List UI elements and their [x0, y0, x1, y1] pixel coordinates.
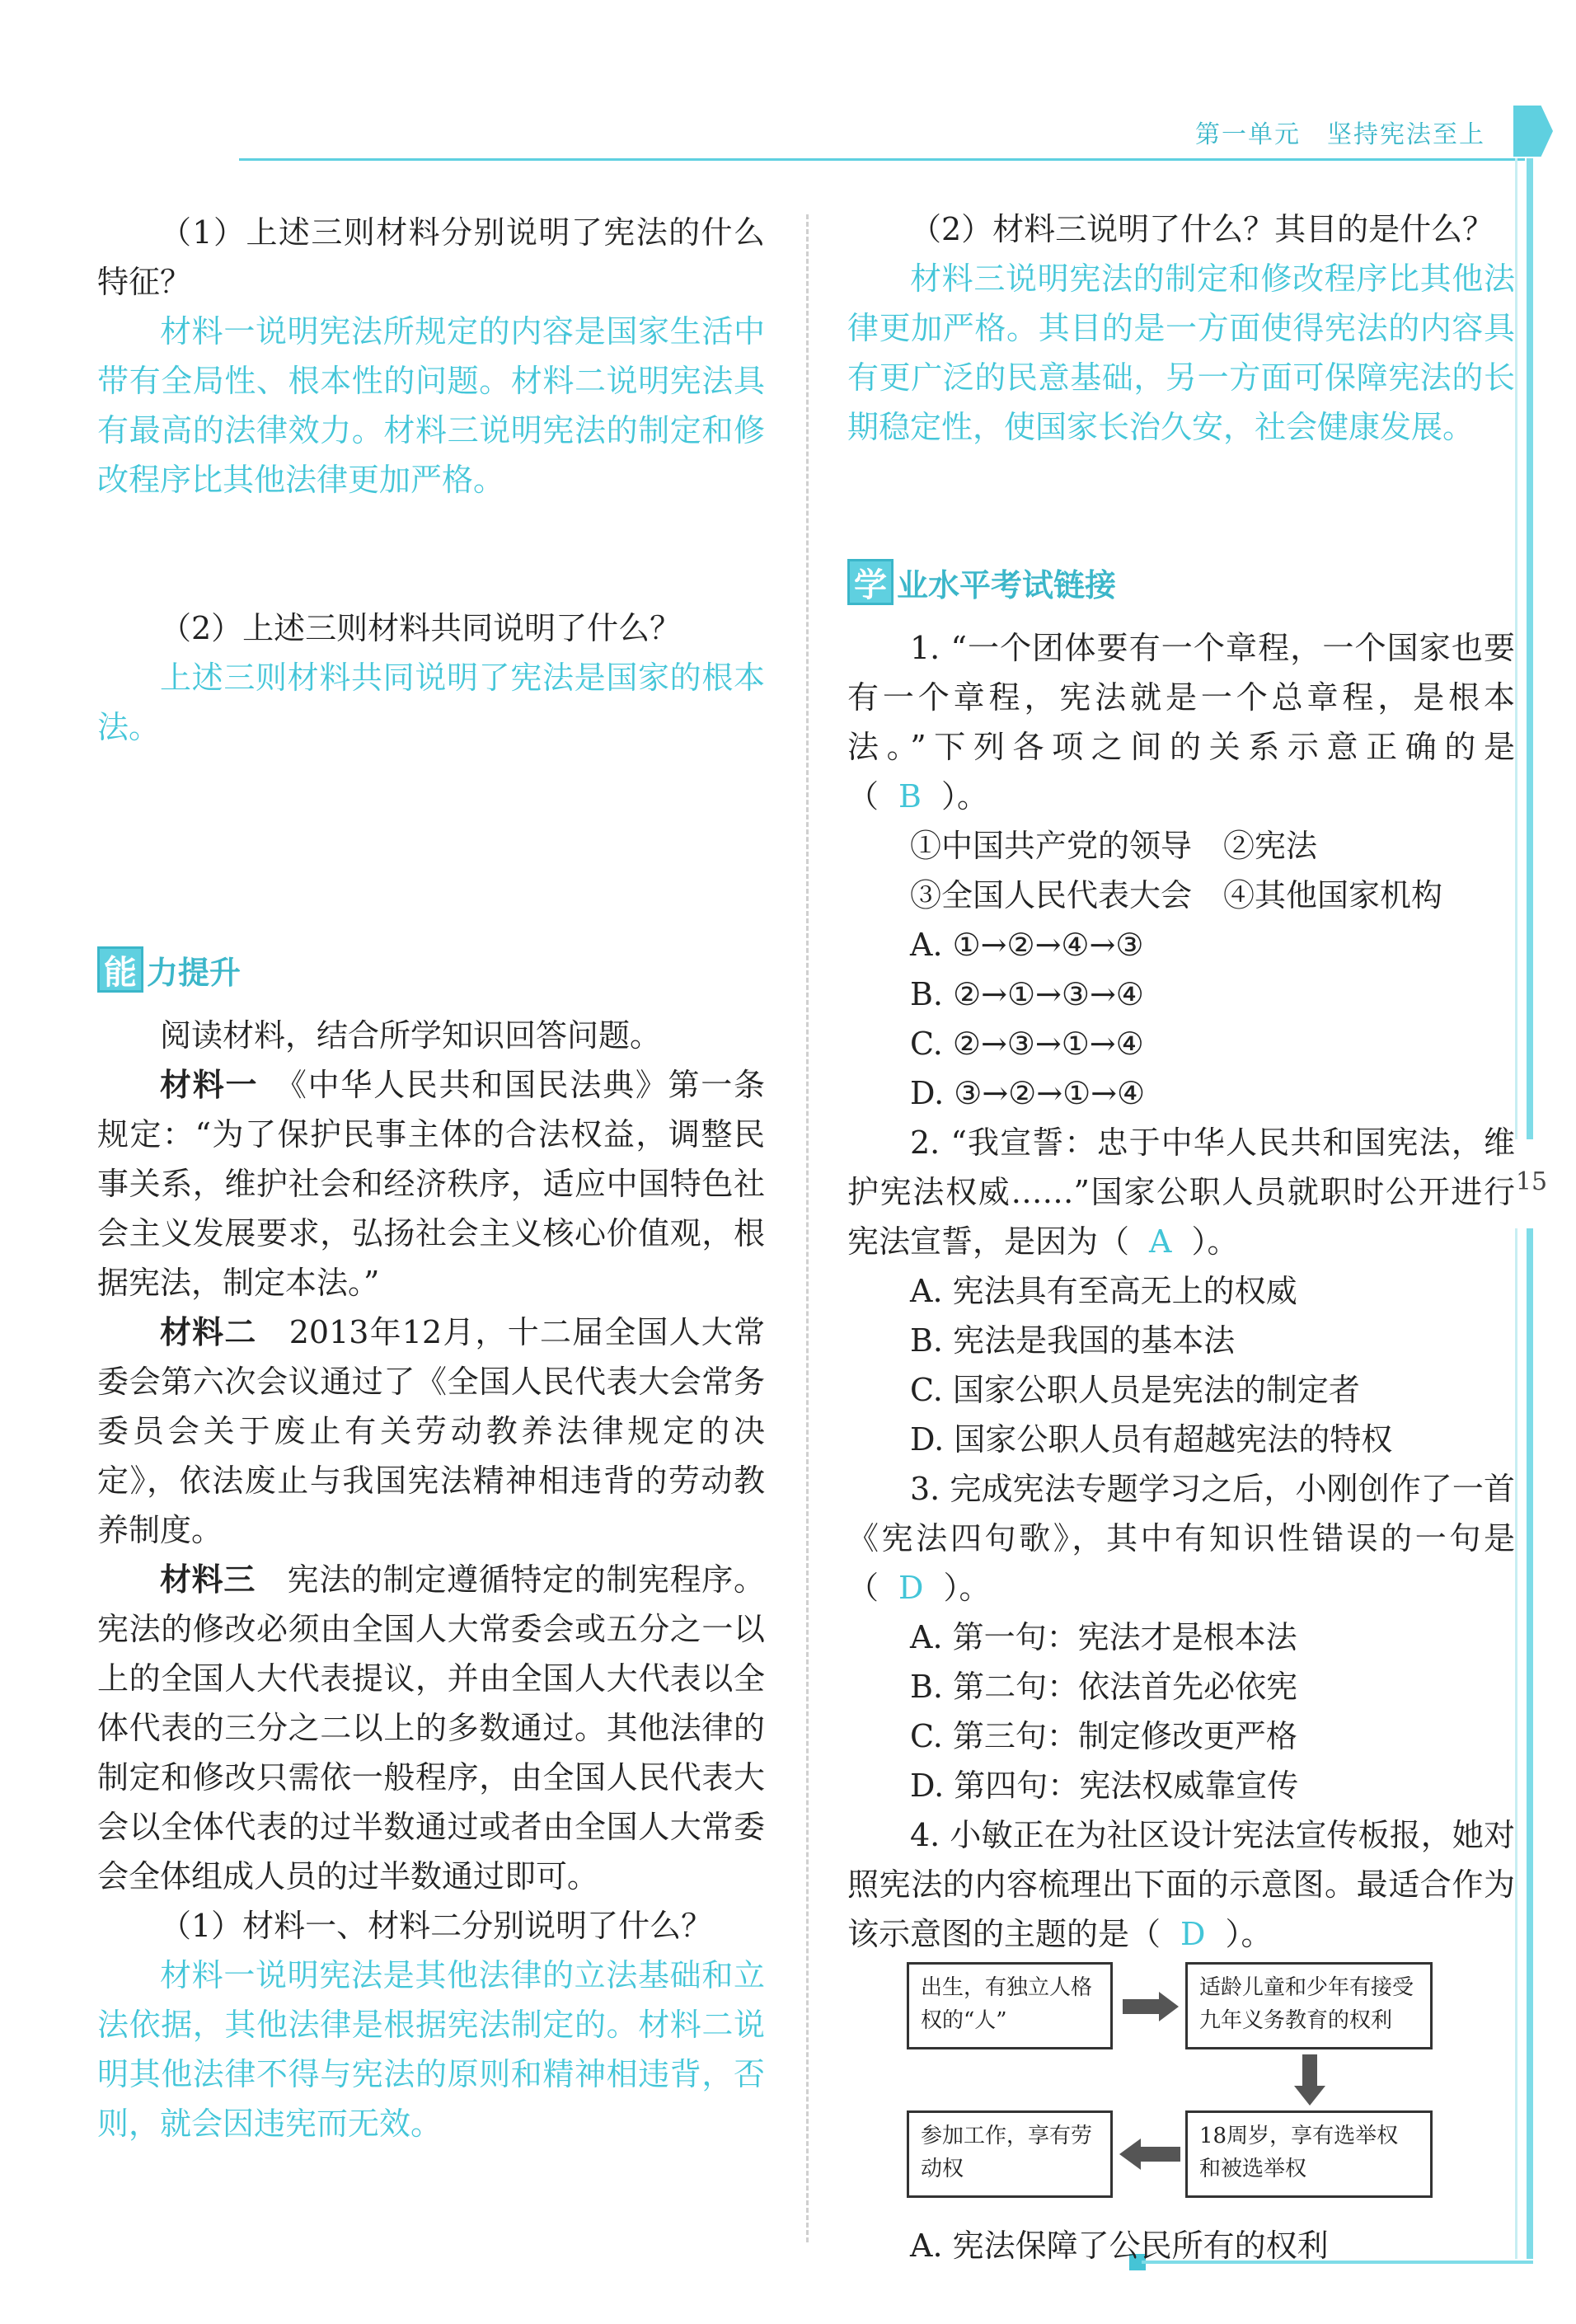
question-label: （1）材料一、材料二分别说明了什么？	[160, 1908, 713, 1944]
exam-questions	[847, 623, 1515, 1959]
question-stem-end: ）。	[943, 1570, 991, 1606]
header-rule	[239, 158, 1525, 161]
material-label: 材料三	[160, 1561, 256, 1598]
diagram-box-election: 18周岁，享有选举权和被选举权	[1185, 2110, 1433, 2198]
answer-letter: B	[898, 778, 922, 815]
answer-text: 上述三则材料共同说明了宪法是国家的根本法。	[97, 660, 765, 745]
option-a: A. ①→②→④→③	[910, 927, 1144, 963]
question-stem-end: ）。	[1191, 1223, 1239, 1260]
page-number: 15	[1515, 1167, 1548, 1196]
header-tab-decoration	[1513, 106, 1553, 157]
question-1-items-line: ①中国共产党的领导 ②宪法	[910, 828, 1318, 864]
option-d: D. 第四句：宪法权威靠宣传	[910, 1768, 1299, 1804]
diagram-arrows	[907, 1962, 1467, 2209]
answer-text: 材料三说明宪法的制定和修改程序比其他法律更加严格。其目的是一方面使得宪法的内容具有更广泛的民意基础，另一方面可保障宪法的长期稳定性，使国家长治久安，社会健康发展。	[847, 261, 1515, 445]
question-stem: 3. 完成宪法专题学习之后，小刚创作了一首《宪法四句歌》，其中有知识性错误的一句是（	[847, 1471, 1515, 1606]
answer-text: 材料一说明宪法所规定的内容是国家生活中带有全局性、根本性的问题。材料二说明宪法具有最高的法律效力。材料三说明宪法的制定和修改程序比其他法律更加严格。	[97, 313, 765, 498]
option-d: D. 国家公职人员有超越宪法的特权	[910, 1421, 1393, 1458]
material-text: 《中华人民共和国民法典》第一条规定：“为了保护民事主体的合法权益，调整民事关系，维护社会和经济秩序，适应中国特色社会主义发展要求，弘扬社会主义核心价值观，根据宪法，制定本法。”	[97, 1067, 765, 1301]
arrow-down-icon	[1294, 2054, 1325, 2106]
question-1-items-line: ③全国人民代表大会 ④其他国家机构	[910, 877, 1443, 913]
answer-text: 材料一说明宪法是其他法律的立法基础和立法依据，其他法律是根据宪法制定的。材料二说明其他法律不得与宪法的原则和精神相违背，否则，就会因违宪而无效。	[97, 1957, 765, 2142]
column-divider	[806, 214, 809, 2242]
right-edge-bar	[1515, 1228, 1517, 2259]
material-label: 材料一	[160, 1067, 259, 1103]
option-a: A. 宪法保障了公民所有的权利	[910, 2228, 1329, 2264]
arrow-right-icon	[1123, 1992, 1179, 2021]
answer-letter: D	[1180, 1916, 1206, 1952]
right-edge-bar	[1515, 158, 1517, 1139]
question-4-option-a-block	[847, 2221, 1515, 2270]
material-three	[97, 1555, 765, 1901]
left-question-block-1	[97, 208, 765, 505]
material-label: 材料二	[160, 1314, 257, 1350]
question-stem-end: ）。	[940, 778, 988, 815]
diagram-box-labor: 参加工作，享有劳动权	[907, 2110, 1113, 2198]
left-question-block-2	[97, 603, 765, 752]
answer-letter: A	[1149, 1223, 1172, 1260]
question-label: （2）材料三说明了什么？其目的是什么？	[910, 211, 1494, 247]
right-edge-bar	[1527, 1228, 1533, 2259]
arrow-left-icon	[1119, 2139, 1180, 2170]
option-c: C. 第三句：制定修改更严格	[910, 1718, 1297, 1754]
option-b: B. ②→①→③→④	[910, 976, 1144, 1012]
right-question-block	[847, 204, 1515, 452]
diagram-box-birth: 出生，有独立人格权的“人”	[907, 1962, 1113, 2049]
materials-intro: 阅读材料，结合所学知识回答问题。	[160, 1017, 662, 1054]
question-3	[847, 1464, 1515, 1613]
right-edge-bar	[1527, 158, 1533, 1139]
material-two	[97, 1308, 765, 1555]
option-b: B. 宪法是我国的基本法	[910, 1322, 1236, 1359]
option-a: A. 第一句：宪法才是根本法	[910, 1619, 1297, 1655]
section-heading-exam-link	[847, 559, 1116, 605]
section-heading-text: 力提升	[147, 954, 242, 991]
answer-letter: D	[898, 1570, 924, 1606]
option-c: C. 国家公职人员是宪法的制定者	[910, 1372, 1360, 1408]
unit-header-title: 第一单元 坚持宪法至上	[1195, 120, 1485, 149]
option-b: B. 第二句：依法首先必依宪	[910, 1669, 1298, 1705]
material-text: 2013年12月，十二届全国人大常委会第六次会议通过了《全国人民代表大会常务委员会关于废止有关劳动教养法律规定的决定》，依法废止与我国宪法精神相违背的劳动教养制度。	[97, 1314, 765, 1548]
rights-flow-diagram	[907, 1962, 1467, 2209]
section-heading-text: 业水平考试链接	[897, 566, 1117, 603]
question-stem: 2. “我宣誓：忠于中华人民共和国宪法，维护宪法权威……”国家公职人员就职时公开进行宪法宣誓，是因为（	[847, 1124, 1515, 1260]
option-d: D. ③→②→①→④	[910, 1075, 1146, 1111]
question-2	[847, 1118, 1515, 1266]
material-one	[97, 1060, 765, 1308]
reading-materials	[97, 1011, 765, 2148]
question-label: （2）上述三则材料共同说明了什么？	[160, 610, 682, 646]
section-heading-box: 能	[97, 946, 143, 993]
question-stem: 4. 小敏正在为社区设计宪法宣传板报，她对照宪法的内容梳理出下面的示意图。最适合作为该示意图的主题的是（	[847, 1817, 1515, 1952]
question-label: （1）上述三则材料分别说明了宪法的什么特征？	[97, 214, 765, 300]
option-a: A. 宪法具有至高无上的权威	[910, 1273, 1297, 1309]
section-heading-box: 学	[847, 559, 894, 605]
diagram-box-education: 适龄儿童和少年有接受九年义务教育的权利	[1185, 1962, 1433, 2049]
material-text: 宪法的制定遵循特定的制宪程序。宪法的修改必须由全国人大常委会或五分之一以上的全国人大代表提议，并由全国人大代表以全体代表的三分之二以上的多数通过。其他法律的制定和修改只需依一般程序，由全国人民代表大会以全体代表的过半数通过或者由全国人大常委会全体组成人员的过半数通过即可。	[97, 1561, 765, 1894]
question-stem: 1. “一个团体要有一个章程，一个国家也要有一个章程，宪法就是一个总章程，是根本法。”下列各项之间的关系示意正确的是（	[847, 630, 1515, 815]
question-stem-end: ）。	[1225, 1916, 1273, 1952]
option-c: C. ②→③→①→④	[910, 1026, 1144, 1062]
question-4	[847, 1810, 1515, 1959]
section-heading-ability	[97, 946, 241, 993]
question-1	[847, 623, 1515, 821]
